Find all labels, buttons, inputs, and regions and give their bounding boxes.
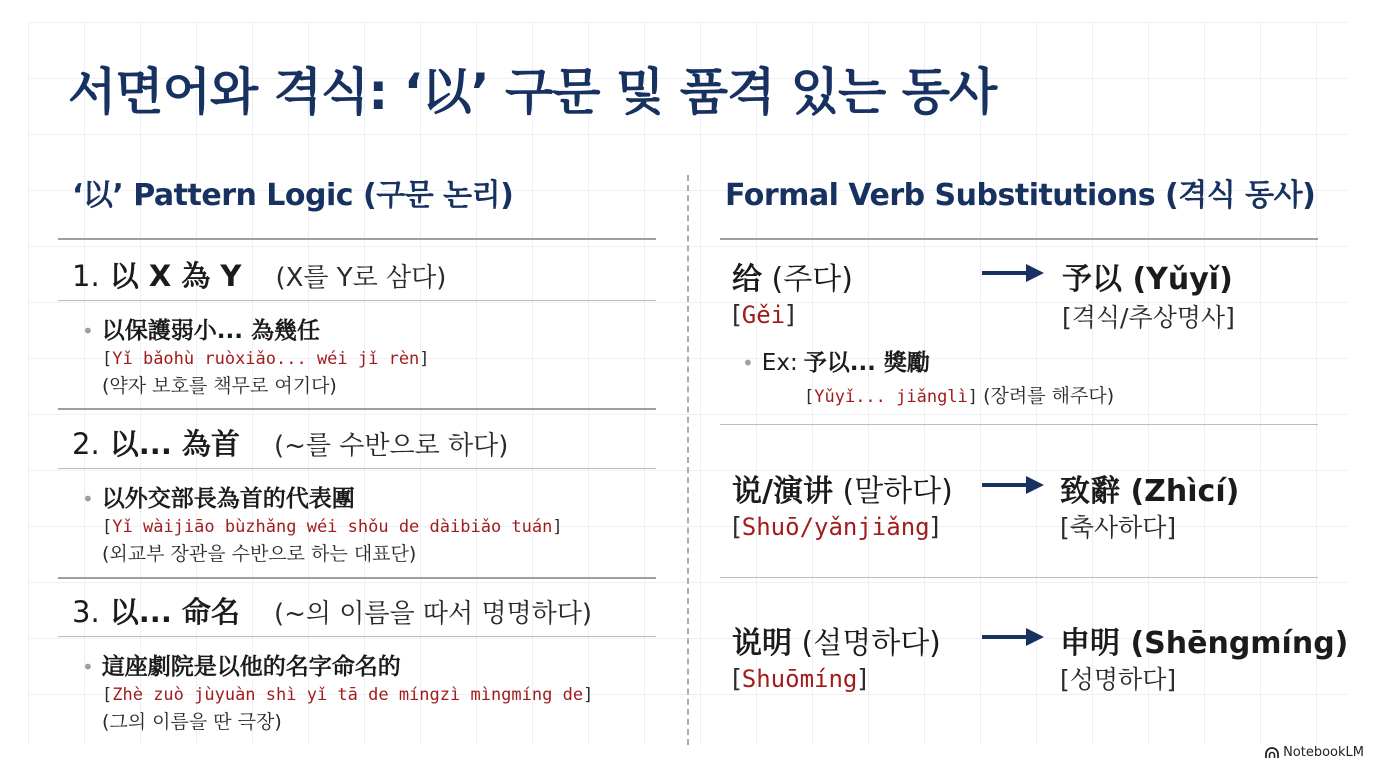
example-translation: (외교부 장관을 수반으로 하는 대표단) [102,543,417,565]
plain-verb-pinyin: [Shuōmíng] [732,664,868,693]
example-chinese: 以保護弱小... 為幾任 [101,318,321,344]
pattern-2-label: 2. 以... 為首 [72,427,240,461]
example-pinyin: [Yǐ bǎohù ruòxiǎo... wéi jǐ rèn] [102,349,430,369]
plain-verb: 给 (주다) [732,262,853,297]
arrow-right-icon [982,626,1044,648]
example-chinese: 以外交部長為首的代表團 [101,486,355,512]
column-divider [687,175,689,745]
plain-verb-pinyin: [Gěi] [732,300,795,329]
pattern-1-example [82,312,430,398]
plain-verb: 说明 (설명하다) [732,626,941,661]
divider-line [720,238,1318,240]
verb-2-plain [732,466,953,541]
divider-line [58,408,656,410]
example-chinese: 這座劇院是以他的名字命名的 [101,654,401,680]
divider-line [58,238,656,240]
divider-line [58,636,656,637]
plain-verb: 说/演讲 (말하다) [732,474,953,509]
right-column-heading: Formal Verb Substitutions (격식 동사) [725,178,1316,213]
example-translation: (약자 보호를 책무로 여기다) [102,375,337,397]
left-column-heading: ‘以’ Pattern Logic (구문 논리) [72,178,514,213]
pattern-3-label: 3. 以... 命名 [72,595,240,629]
formal-verb-2: 致辭 (Zhìcí) [1060,474,1240,509]
example-chinese: 予以... 獎勵 [803,350,930,376]
pattern-2-row [72,422,508,463]
example-pinyin: [Yǐ wàijiāo bùzhǎng wéi shǒu de dàibiǎo tuán] [102,517,563,537]
bullet-icon: • [82,655,94,679]
divider-line [58,577,656,579]
verb-1-example: • Ex: 予以... 獎勵 [Yǔyǐ... jiǎnglì] (장려를 해주다) [742,344,1114,408]
pattern-2-example [82,480,563,566]
formal-verb-3: 申明 (Shēngmíng) [1060,626,1349,661]
pattern-2-meaning: (~를 수반으로 하다) [273,431,509,461]
formal-verb-2-note: [축사하다] [1060,513,1177,542]
plain-verb-pinyin: [Shuō/yǎnjiǎng] [732,512,940,541]
formal-verb-1-note: [격식/추상명사] [1062,303,1235,332]
formal-verb-3-note: [성명하다] [1060,665,1177,694]
pattern-1-row [72,254,446,295]
verb-3-plain [732,618,941,693]
pattern-3-row [72,590,592,631]
pattern-1-meaning: (X를 Y로 삼다) [275,263,447,293]
divider-line [720,577,1318,578]
divider-line [58,468,656,469]
notebooklm-icon [1265,747,1279,759]
example-pinyin: [Zhè zuò jùyuàn shì yǐ tā de míngzì mìngmíng de] [102,685,594,705]
example-translation: (그의 이름을 딴 극장) [102,711,282,733]
arrow-right-icon [982,474,1044,496]
pattern-3-example [82,648,593,734]
formal-verb-1: 予以 (Yǔyǐ) [1062,262,1233,297]
pattern-3-meaning: (~의 이름을 따서 명명하다) [273,599,592,629]
bullet-icon: • [82,319,94,343]
divider-line [720,424,1318,425]
page-title: 서면어와 격식: ‘以’ 구문 및 품격 있는 동사 [68,63,997,121]
bullet-icon: • [742,351,754,375]
notebooklm-logo: NotebookLM [1265,745,1364,760]
pattern-1-label: 1. 以 X 為 Y [72,259,242,293]
divider-line [58,300,656,301]
example-pinyin: [Yǔyǐ... jiǎnglì] (장려를 해주다) [804,385,1115,407]
arrow-right-icon [982,262,1044,284]
bullet-icon: • [82,487,94,511]
verb-1-plain [732,254,853,329]
